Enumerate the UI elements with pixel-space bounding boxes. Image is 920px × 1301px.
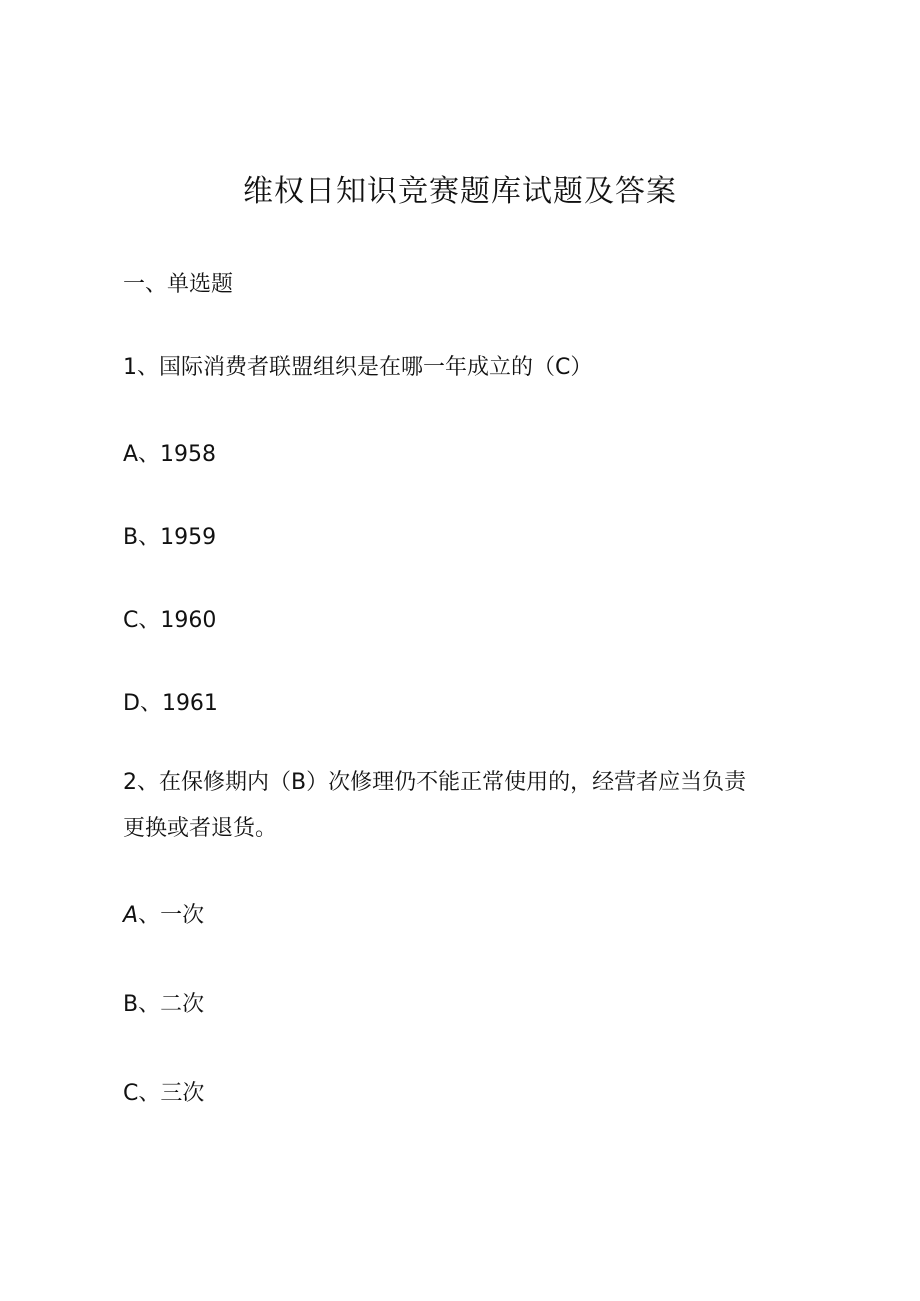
question-2-option-c: C、三次 bbox=[123, 1081, 205, 1106]
document-title: 维权日知识竞赛题库试题及答案 bbox=[243, 174, 677, 209]
question-2-stem-line-1: 2、在保修期内（B）次修理仍不能正常使用的，经营者应当负责 bbox=[123, 770, 747, 795]
option-a-text: 、一次 bbox=[138, 903, 205, 928]
question-1-stem: 1、国际消费者联盟组织是在哪一年成立的（C） bbox=[123, 355, 593, 380]
question-2-stem-line-2: 更换或者退货。 bbox=[123, 816, 278, 841]
question-1-option-c: C、1960 bbox=[123, 608, 217, 633]
question-1-option-d: D、1961 bbox=[123, 691, 218, 716]
question-1-option-b: B、1959 bbox=[123, 525, 217, 550]
question-2-option-b: B、二次 bbox=[123, 992, 205, 1017]
question-2-option-a bbox=[123, 901, 204, 931]
option-a-letter: A bbox=[123, 903, 139, 928]
section-heading: 一、单选题 bbox=[123, 272, 234, 297]
question-1-option-a: A、1958 bbox=[123, 442, 217, 467]
